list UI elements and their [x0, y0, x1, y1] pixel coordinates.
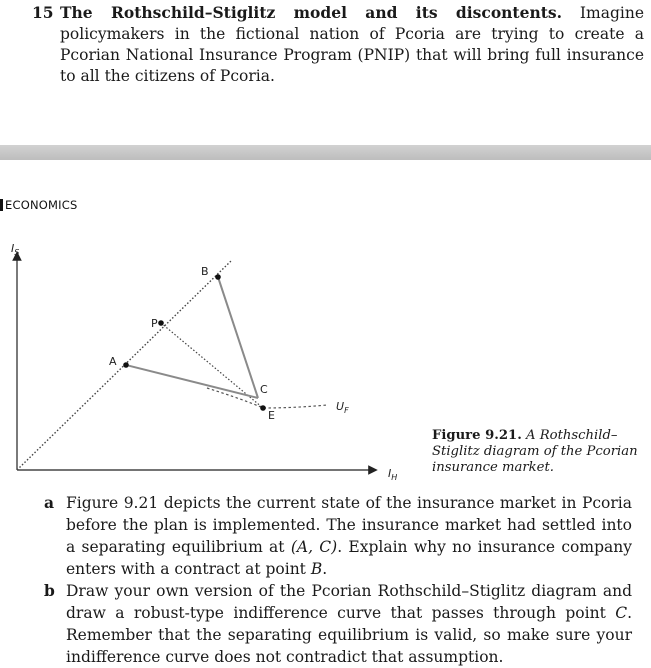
- problem-statement: [32, 2, 644, 87]
- page-divider: [0, 145, 651, 160]
- point-p-marker: [158, 320, 164, 326]
- uf-curve-label: $U_F$: [336, 400, 349, 415]
- part-b-text-end: . Remember that the separating equilibrium is valid, so make sure your indifference curve does not contradict that assumption.: [66, 604, 632, 666]
- b-to-c-line: [218, 277, 258, 398]
- part-a: [44, 492, 632, 580]
- problem-number: 15: [32, 3, 54, 22]
- rothschild-stiglitz-figure: [0, 230, 420, 480]
- problem-text: Imagine policymakers in the fictional nation of Pcoria are trying to create a Pcorian National Insurance Program (PNIP) that will bring full insurance to all the citizens of Pcoria.: [60, 4, 644, 85]
- part-a-emphasis: B: [310, 560, 323, 578]
- part-a-text-end: .: [322, 560, 328, 578]
- point-e-label: E: [268, 409, 275, 422]
- section-header: [0, 198, 77, 212]
- part-a-math: (A, C): [290, 538, 338, 556]
- figure-canvas: [0, 230, 420, 480]
- point-c-label: C: [260, 383, 268, 396]
- a-to-c-line: [126, 365, 258, 398]
- part-a-label: a: [44, 493, 55, 512]
- point-b-marker: [215, 274, 221, 280]
- figure-caption-text: A Rothschild–Stiglitz diagram of the Pcorian insurance market.: [432, 428, 638, 475]
- point-a-marker: [123, 362, 129, 368]
- problem-parts: [44, 492, 632, 668]
- figure-caption: [432, 428, 642, 476]
- problem-title: The Rothschild–Stiglitz model and its discontents.: [60, 3, 562, 22]
- point-b-label: B: [201, 265, 209, 278]
- part-b-emphasis: C: [615, 604, 628, 622]
- figure-number: Figure 9.21.: [432, 428, 522, 443]
- point-e-marker: [260, 405, 266, 411]
- problem-body: [60, 2, 644, 87]
- part-a-text: Figure 9.21 depicts the current state of the insurance market in Pcoria before the plan is implemented. The insurance market had settled into a separating equilibrium at: [66, 494, 632, 556]
- part-b: [44, 580, 632, 668]
- part-b-label: b: [44, 581, 55, 600]
- part-b-text: Draw your own version of the Pcorian Rothschild–Stiglitz diagram and draw a robust-type indifference curve that passes through point: [66, 582, 632, 622]
- x-axis-label: $I_H$: [388, 467, 398, 480]
- part-a-text-mid: . Explain why no insurance company enters with a contract at point: [66, 538, 632, 578]
- point-p-label: P: [151, 317, 158, 330]
- y-axis-label: $I_S$: [11, 242, 20, 257]
- point-a-label: A: [109, 355, 117, 368]
- section-title: ECONOMICS: [5, 198, 78, 212]
- section-marker: [0, 199, 3, 211]
